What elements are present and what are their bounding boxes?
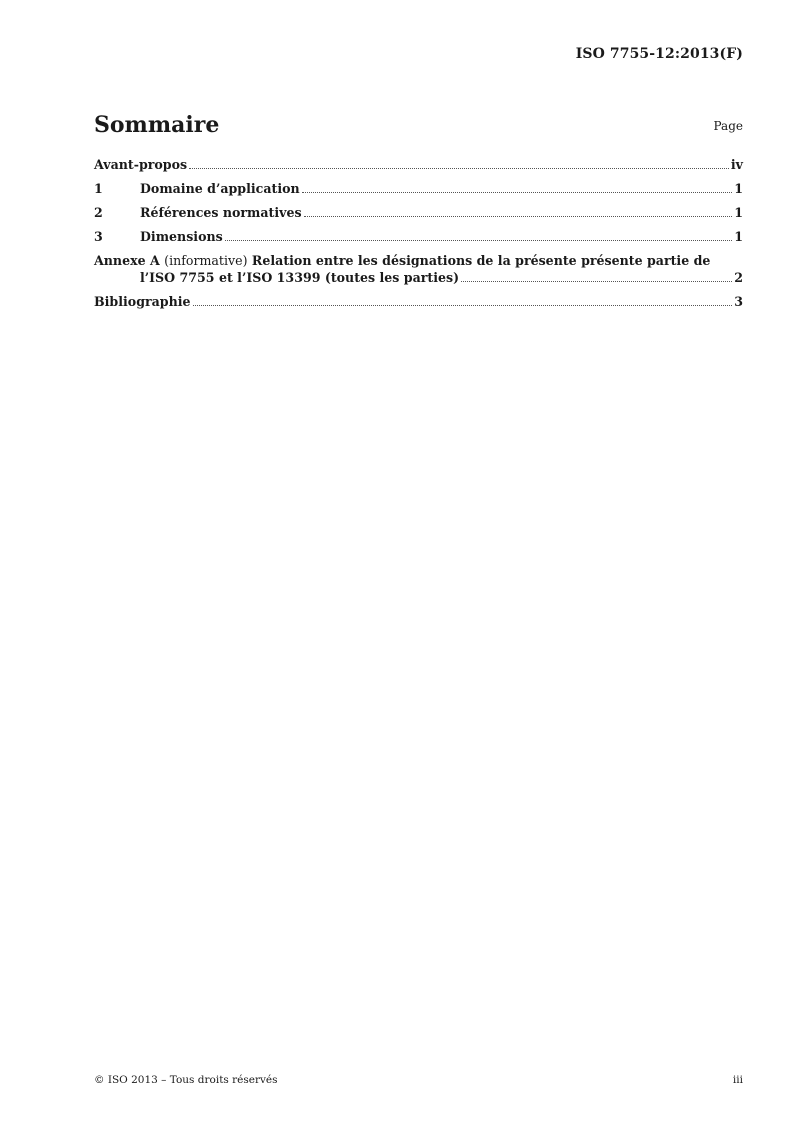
- toc-entry-bibliographie[interactable]: [94, 293, 743, 310]
- toc-entry-page: 1: [734, 229, 743, 244]
- footer-page-number: iii: [732, 1074, 743, 1086]
- toc-entry-avant-propos[interactable]: [94, 156, 743, 173]
- toc-entry-references[interactable]: [94, 204, 743, 221]
- dot-leader: [461, 281, 732, 282]
- dot-leader: [189, 168, 729, 169]
- annex-line-2: [94, 269, 743, 286]
- page-column-label: Page: [713, 119, 743, 133]
- annex-title-line-1: Relation entre les désignations de la présente présente partie de: [251, 253, 711, 268]
- toc-entry-page: iv: [730, 157, 743, 172]
- dot-leader: [302, 192, 733, 193]
- toc-entry-domaine[interactable]: [94, 180, 743, 197]
- toc-entry-number: 3: [94, 229, 103, 244]
- table-of-contents: [94, 156, 743, 317]
- annex-type: (informative): [164, 253, 248, 268]
- toc-entry-label: Dimensions: [140, 229, 223, 244]
- dot-leader: [225, 240, 733, 241]
- annex-title-line-2: l’ISO 7755 et l’ISO 13399 (toutes les parties): [140, 270, 460, 285]
- annex-line-1: [94, 252, 743, 269]
- annex-prefix: Annexe A: [94, 253, 160, 268]
- toc-entry-page: 1: [734, 205, 743, 220]
- toc-entry-label: Avant-propos: [94, 157, 188, 172]
- toc-entry-label: Références normatives: [140, 205, 302, 220]
- toc-entry-dimensions[interactable]: [94, 228, 743, 245]
- toc-entry-label: Domaine d’application: [140, 181, 300, 196]
- toc-entry-page: 2: [734, 270, 743, 285]
- dot-leader: [193, 305, 733, 306]
- toc-entry-page: 3: [734, 294, 743, 309]
- toc-entry-number: 1: [94, 181, 103, 196]
- footer-copyright: © ISO 2013 – Tous droits réservés: [94, 1074, 278, 1086]
- toc-entry-annex-a[interactable]: [94, 252, 743, 286]
- toc-entry-label: Bibliographie: [94, 294, 191, 309]
- document-code: ISO 7755-12:2013(F): [575, 46, 743, 62]
- toc-title: Sommaire: [94, 112, 220, 138]
- toc-entry-number: 2: [94, 205, 103, 220]
- dot-leader: [304, 216, 733, 217]
- toc-entry-page: 1: [734, 181, 743, 196]
